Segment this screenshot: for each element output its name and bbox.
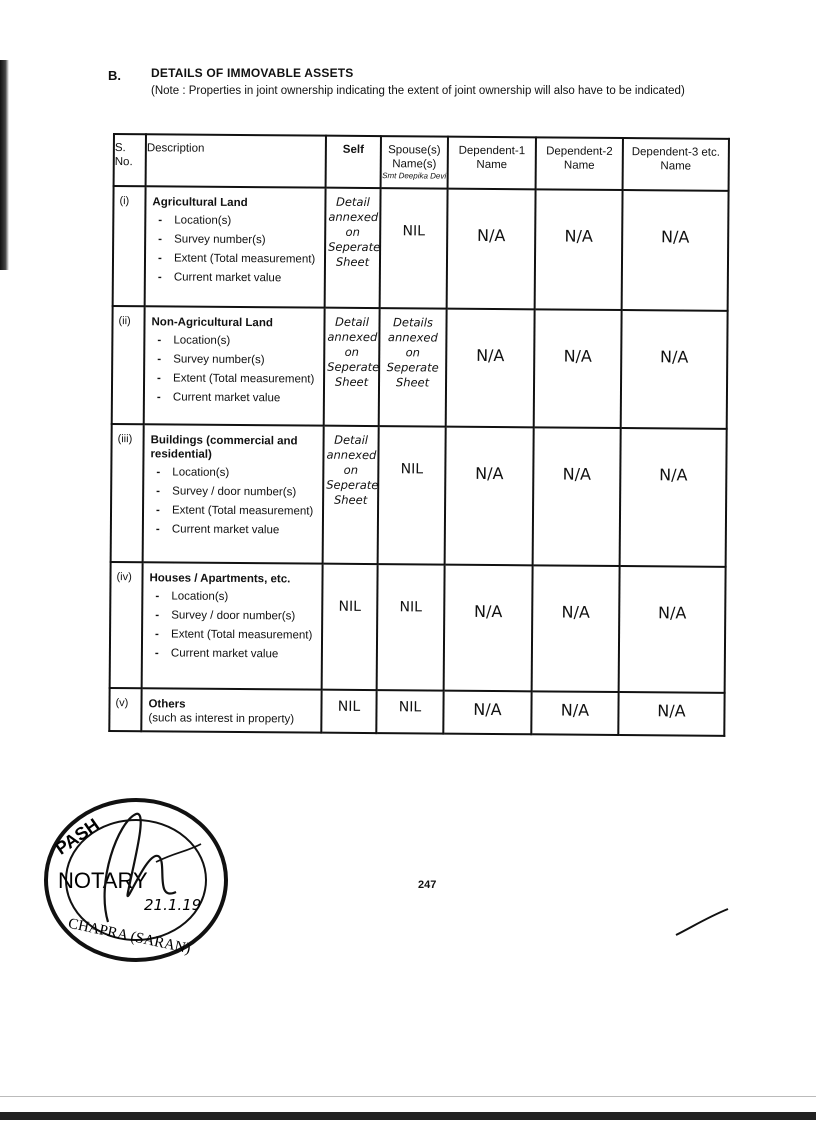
row-description xyxy=(141,688,321,732)
notary-stamp xyxy=(36,792,236,967)
cell-dependent-3: N/A xyxy=(621,310,728,429)
row-item: - Current market value xyxy=(149,646,317,661)
row-title: Others xyxy=(148,698,186,711)
cell-dependent-1: N/A xyxy=(444,565,533,692)
row-items xyxy=(151,333,320,405)
row-item: - Extent (Total measurement) xyxy=(152,251,320,266)
row-title: Houses / Apartments, etc. xyxy=(149,572,291,586)
stamp-middle-text: NOTARY xyxy=(58,868,148,893)
row-item: - Extent (Total measurement) xyxy=(150,503,318,518)
row-sno: (ii) xyxy=(112,306,145,424)
section-note: (Note : Properties in joint ownership indicating the extent of joint ownership will also have to be indicated) xyxy=(151,85,685,97)
table-row xyxy=(111,424,727,567)
row-item: - Current market value xyxy=(151,390,319,405)
header-self: Self xyxy=(326,136,381,188)
header-dependent-2: Dependent-2 Name xyxy=(536,137,623,190)
cell-spouse: NIL xyxy=(376,690,443,734)
section-number: B. xyxy=(108,68,121,83)
row-items xyxy=(149,589,318,661)
cell-spouse: Details annexed on Seperate Sheet xyxy=(379,308,447,427)
header-spouse xyxy=(381,136,448,189)
table-row xyxy=(113,186,729,311)
row-item: - Current market value xyxy=(152,270,320,285)
cell-dependent-2: N/A xyxy=(533,427,621,566)
row-description xyxy=(143,424,324,563)
row-item: - Survey / door number(s) xyxy=(150,484,318,499)
cell-self: NIL xyxy=(322,564,378,690)
header-dependent-1: Dependent-1 Name xyxy=(448,137,536,190)
header-dependent-3: Dependent-3 etc. Name xyxy=(623,138,729,191)
table-row xyxy=(112,306,728,429)
cell-dependent-2: N/A xyxy=(534,309,622,428)
row-item: - Survey number(s) xyxy=(151,352,319,367)
cell-dependent-1: N/A xyxy=(443,691,531,735)
cell-dependent-3: N/A xyxy=(619,566,726,693)
cell-dependent-2: N/A xyxy=(531,691,618,735)
row-description xyxy=(144,306,325,425)
cell-spouse: NIL xyxy=(378,426,446,565)
row-items xyxy=(152,213,321,285)
cell-dependent-1: N/A xyxy=(447,189,536,310)
signature-tail xyxy=(156,844,201,862)
table-row xyxy=(110,562,726,693)
cell-spouse: NIL xyxy=(380,188,448,309)
row-item: - Location(s) xyxy=(149,589,317,604)
header-description: Description xyxy=(146,134,326,187)
scan-edge-bottom-line xyxy=(0,1112,816,1120)
row-item: - Extent (Total measurement) xyxy=(151,371,319,386)
row-items xyxy=(150,465,319,537)
row-item: - Current market value xyxy=(150,522,318,537)
row-item: - Survey / door number(s) xyxy=(149,608,317,623)
row-title: Agricultural Land xyxy=(152,196,248,210)
stamp-bottom-text: CHAPRA (SARAN) xyxy=(66,915,192,958)
header-spouse-label: Spouse(s) Name(s) xyxy=(388,144,441,171)
cell-dependent-2: N/A xyxy=(535,189,623,310)
cell-spouse: NIL xyxy=(377,564,445,691)
row-sno: (iii) xyxy=(111,424,144,562)
cell-dependent-3: N/A xyxy=(622,190,729,311)
row-title: Buildings (commercial and residential) xyxy=(150,434,298,461)
row-description xyxy=(145,186,326,307)
row-subtitle: (such as interest in property) xyxy=(148,712,295,726)
header-spouse-annotation: Smt Deepika Devi xyxy=(382,171,447,181)
row-item: - Extent (Total measurement) xyxy=(149,627,317,642)
cell-dependent-3: N/A xyxy=(618,692,724,736)
row-item: - Location(s) xyxy=(152,213,320,228)
stamp-date: 21.1.19 xyxy=(144,896,202,914)
row-sno: (v) xyxy=(109,688,141,731)
section-title: DETAILS OF IMMOVABLE ASSETS xyxy=(151,66,354,80)
row-title: Non-Agricultural Land xyxy=(151,316,273,330)
table-row xyxy=(109,688,724,736)
cell-dependent-1: N/A xyxy=(446,309,535,428)
stamp-top-text: PASH xyxy=(51,814,103,859)
table-header-row xyxy=(114,134,729,191)
header-sno: S. No. xyxy=(114,134,146,186)
cell-self: Detail annexed on Seperate Sheet xyxy=(325,188,381,308)
cell-self: NIL xyxy=(321,690,376,733)
immovable-assets-table xyxy=(108,133,730,737)
row-item: - Location(s) xyxy=(151,333,319,348)
pen-mark xyxy=(672,905,732,940)
row-description xyxy=(142,562,323,689)
row-sno: (i) xyxy=(113,186,146,306)
cell-self: Detail annexed on Seperate Sheet xyxy=(324,308,380,426)
cell-self: Detail annexed on Seperate Sheet xyxy=(323,426,379,564)
page-number: 247 xyxy=(418,879,437,891)
cell-dependent-2: N/A xyxy=(532,565,620,692)
scan-edge-left xyxy=(0,60,9,270)
row-item: - Location(s) xyxy=(150,465,318,480)
cell-dependent-1: N/A xyxy=(445,427,534,566)
row-sno: (iv) xyxy=(110,562,143,688)
row-item: - Survey number(s) xyxy=(152,232,320,247)
cell-dependent-3: N/A xyxy=(620,428,727,567)
